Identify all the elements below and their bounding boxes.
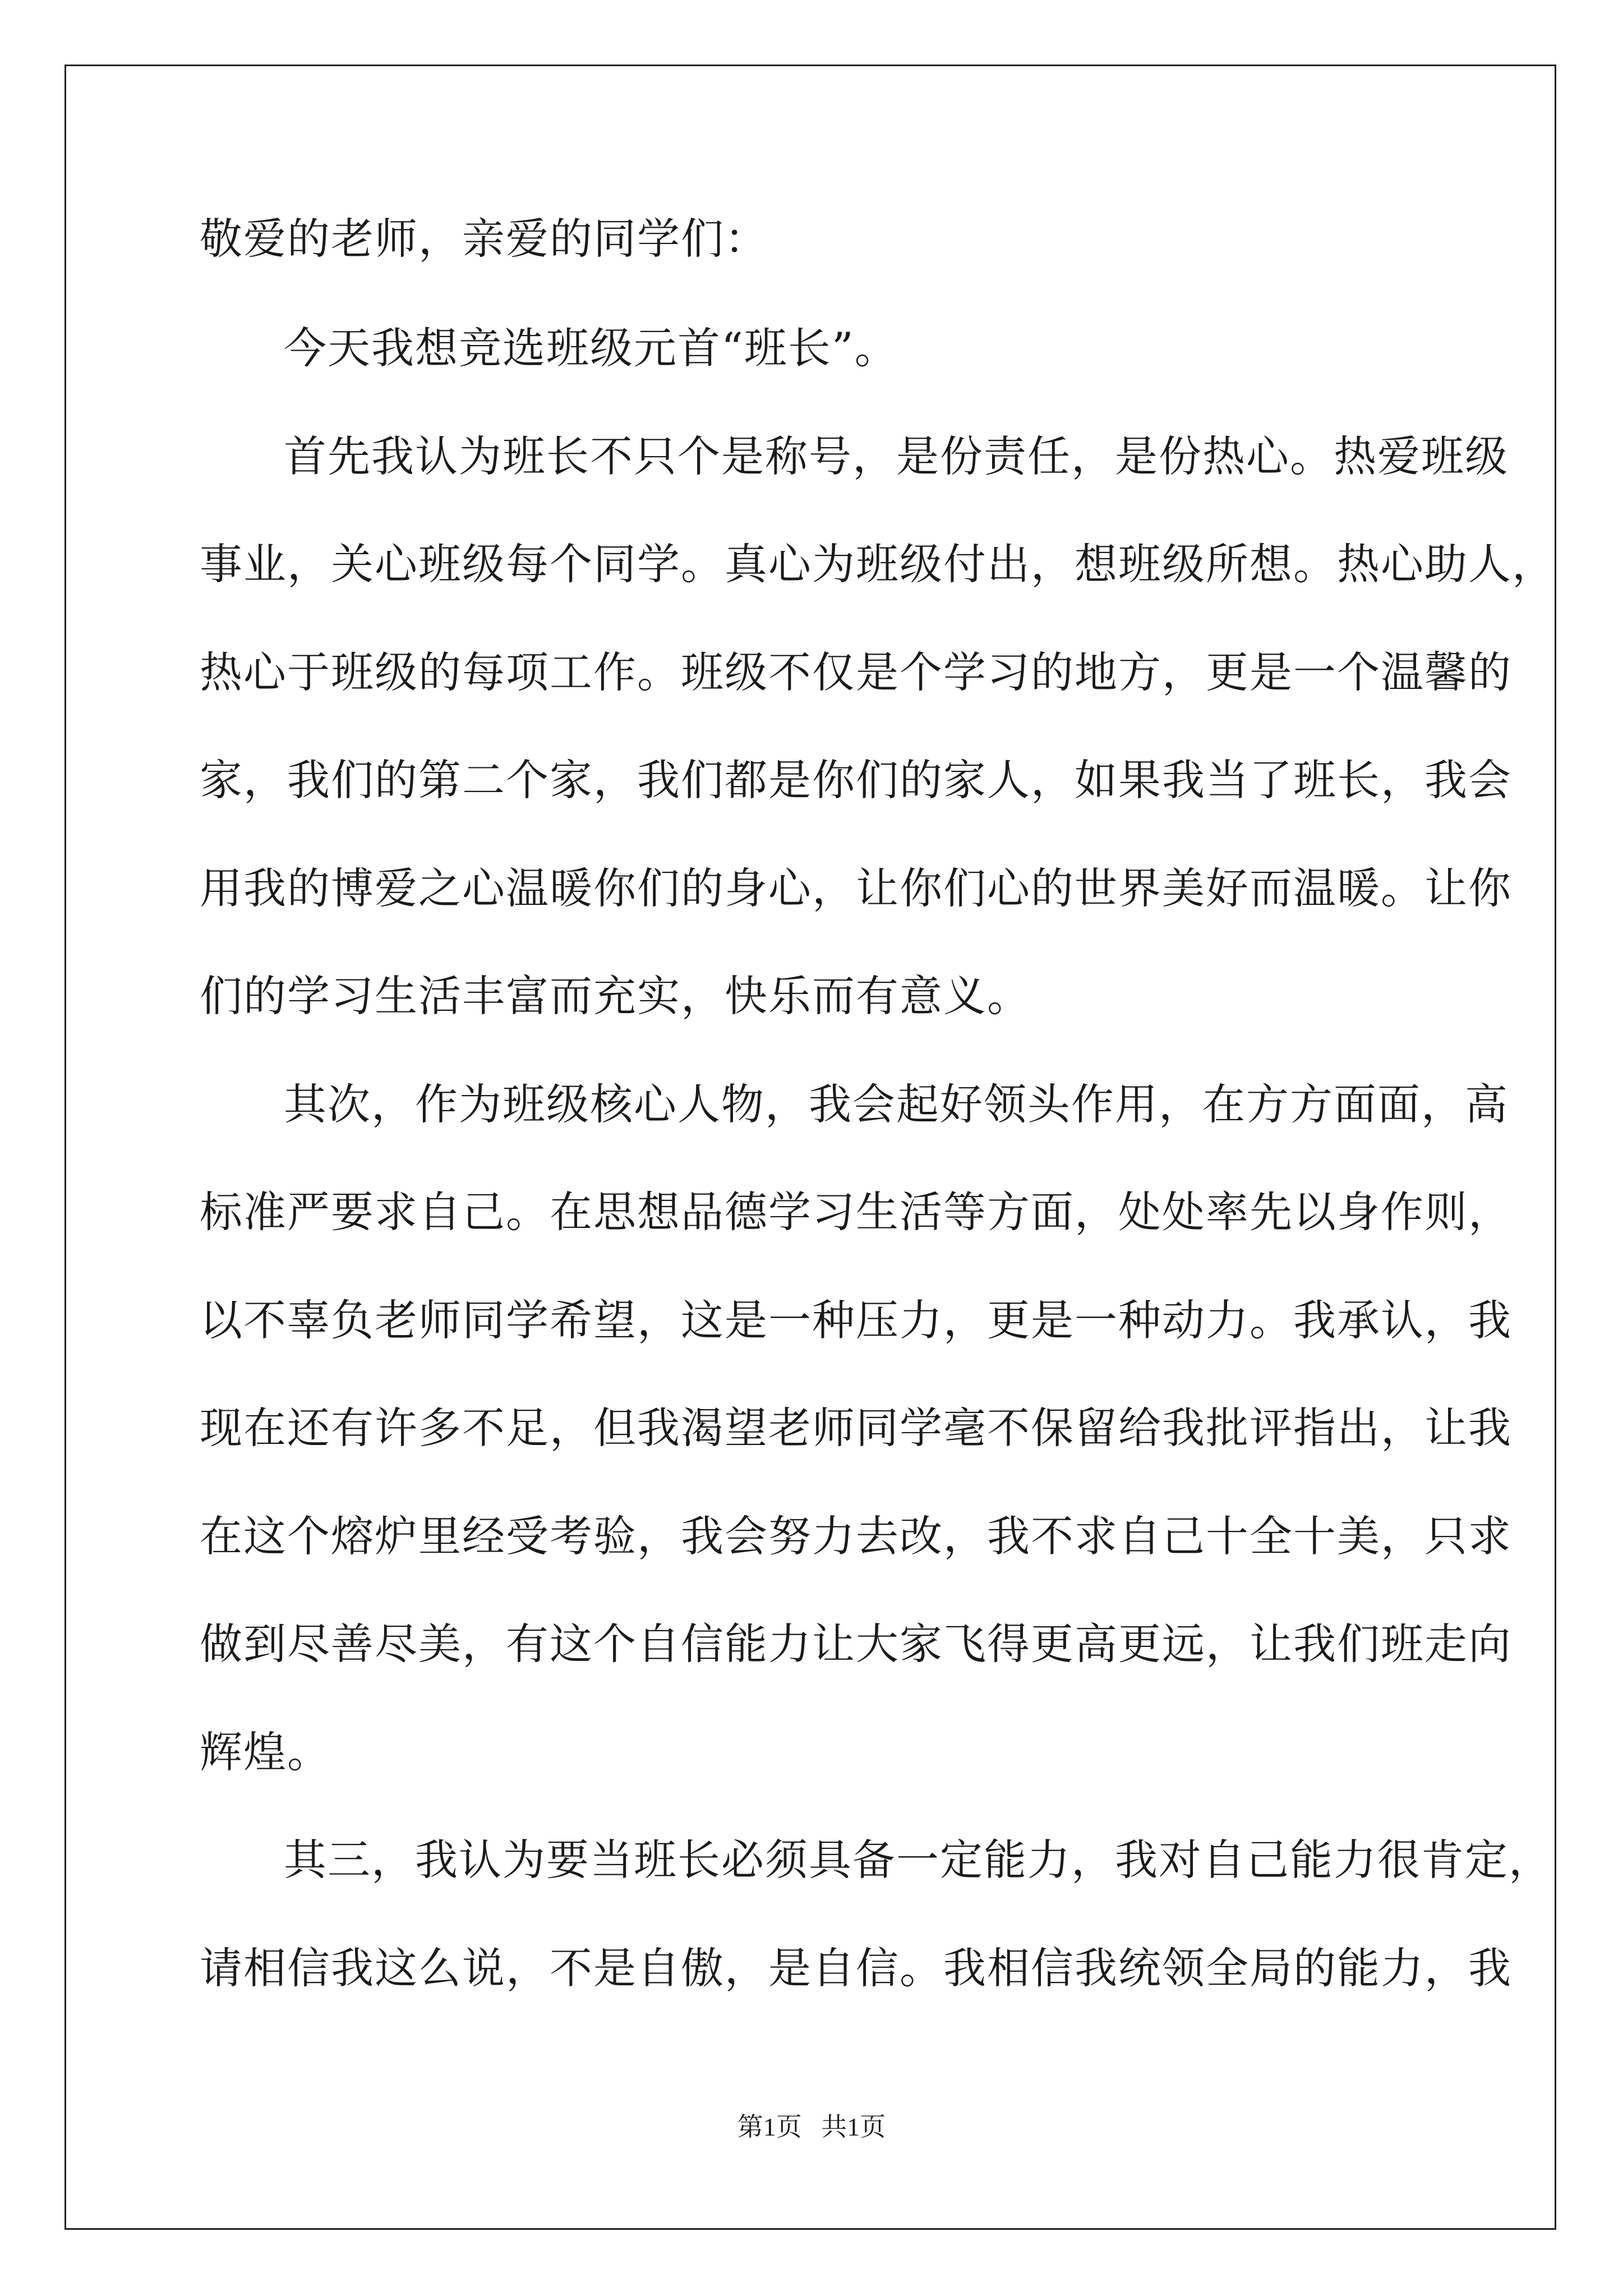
salutation-line: 敬爱的老师，亲爱的同学们： [200, 214, 768, 264]
text-line: 现在还有许多不足，但我渴望老师同学毫不保留给我批评指出，让我 [200, 1403, 1512, 1453]
page-border [64, 65, 1556, 2230]
text-line: 以不辜负老师同学希望，这是一种压力，更是一种动力。我承认，我 [200, 1295, 1512, 1345]
text-line: 辉煌。 [200, 1727, 331, 1777]
text-line: 其三，我认为要当班长必须具备一定能力，我对自己能力很肯定， [284, 1835, 1552, 1885]
text-line: 家，我们的第二个家，我们都是你们的家人，如果我当了班长，我会 [200, 755, 1512, 805]
text-line: 首先我认为班长不只个是称号，是份责任，是份热心。热爱班级 [284, 431, 1509, 481]
text-line: 们的学习生活丰富而充实，快乐而有意义。 [200, 971, 1031, 1021]
text-line: 在这个熔炉里经受考验，我会努力去改，我不求自己十全十美，只求 [200, 1511, 1512, 1561]
text-line: 事业，关心班级每个同学。真心为班级付出，想班级所想。热心助人， [200, 539, 1556, 589]
text-line: 做到尽善尽美，有这个自信能力让大家飞得更高更远，让我们班走向 [200, 1619, 1512, 1669]
text-line: 其次，作为班级核心人物，我会起好领头作用，在方方面面，高 [284, 1079, 1509, 1129]
text-line: 今天我想竞选班级元首“班长”。 [284, 323, 898, 373]
page-number-footer: 第1页 共1页 [737, 2113, 886, 2141]
text-line: 标准严要求自己。在思想品德学习生活等方面，处处率先以身作则， [200, 1187, 1512, 1237]
text-line: 热心于班级的每项工作。班级不仅是个学习的地方，更是一个温馨的 [200, 647, 1512, 697]
text-line: 用我的博爱之心温暖你们的身心，让你们心的世界美好而温暖。让你 [200, 863, 1512, 913]
text-line: 请相信我这么说，不是自傲，是自信。我相信我统领全局的能力，我 [200, 1943, 1512, 1993]
